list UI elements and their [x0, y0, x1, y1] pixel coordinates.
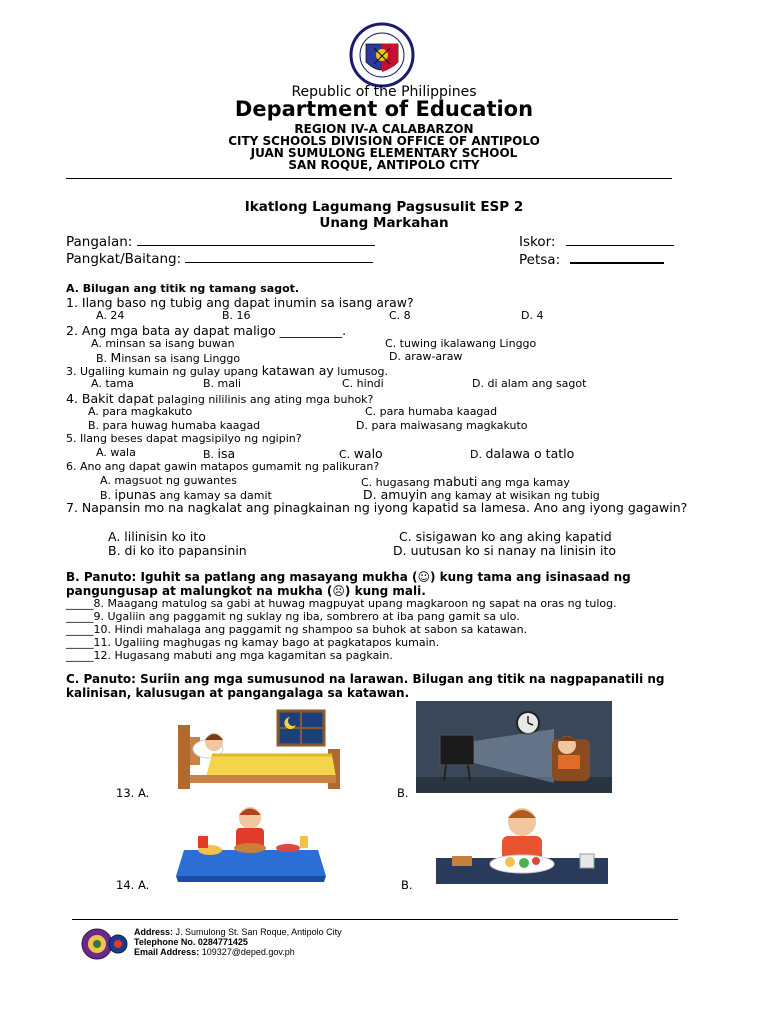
q7-option-a[interactable]: A. lilinisin ko ito — [108, 529, 206, 544]
q7-option-b[interactable]: B. di ko ito papansinin — [108, 543, 247, 558]
item-11[interactable]: _____11. Ugaliing maghugas ng kamay bago at pagkatapos kumain. — [66, 636, 440, 649]
score-field — [519, 233, 674, 250]
address-label: Address: — [134, 927, 174, 937]
region-line: REGION IV-A CALABARZON — [294, 122, 474, 136]
item-9[interactable]: _____9. Ugaliin ang paggamit ng suklay ng iba, sombrero at iba pang gamit sa ulo. — [66, 610, 520, 623]
grade-field — [66, 250, 373, 267]
q4-text-start: 4. Bakit dapat — [66, 391, 154, 406]
q4-text-end: palaging nililinis ang ating mga buhok? — [153, 393, 374, 406]
item-10[interactable]: _____10. Hindi mahalaga ang paggamit ng shampoo sa buhok at sabon sa katawan. — [66, 623, 528, 636]
q1-option-d[interactable]: D. 4 — [521, 309, 544, 322]
part-c-instruction: C. Panuto: Suriin ang mga sumusunod na larawan. Bilugan ang titik na nagpapanatili ng kalinisan, kalusugan at pangangalaga sa katawan. — [66, 672, 665, 700]
q3-option-c[interactable]: C. hindi — [342, 377, 384, 390]
address-value: J. Sumulong St. San Roque, Antipolo City — [173, 927, 342, 937]
item-12[interactable]: _____12. Hugasang mabuti ang mga kagamitan sa pagkain. — [66, 649, 393, 662]
q14-label-a: 14. A. — [116, 878, 150, 892]
q14-label-b: B. — [401, 878, 413, 892]
exam-title: Ikatlong Lagumang Pagsusulit ESP 2 — [244, 199, 524, 215]
q5-option-c[interactable] — [339, 446, 383, 461]
grade-blank[interactable] — [185, 250, 373, 263]
q2b-initial: M — [110, 350, 122, 365]
footer-phone: Telephone No. 0284771425 — [134, 937, 248, 947]
q6c-text-end: ang mga kamay — [477, 476, 570, 489]
q6-option-a[interactable]: A. magsuot ng guwantes — [100, 474, 237, 487]
q5d-text: dalawa o tatlo — [485, 446, 575, 461]
q6c-text-start: C. hugasang — [361, 476, 434, 489]
q7-option-d[interactable]: D. uutusan ko si nanay na linisin ito — [393, 543, 617, 558]
q6b-text-start: ipunas — [114, 487, 156, 502]
score-blank[interactable] — [566, 233, 674, 246]
name-label: Pangalan: — [66, 234, 133, 250]
score-label: Iskor: — [519, 234, 556, 250]
republic-line: Republic of the Philippines — [291, 84, 477, 100]
q3-text-end: lumusog. — [333, 365, 388, 378]
date-blank[interactable] — [570, 250, 664, 264]
picture-13b-boy-watching-tv[interactable] — [416, 701, 612, 793]
part-a-instruction: A. Bilugan ang titik ng tamang sagot. — [66, 282, 300, 295]
q5d-letter: D. — [470, 448, 486, 461]
q4-option-d[interactable]: D. para maiwasang magkakuto — [356, 419, 528, 432]
q6d-letter: D. — [363, 487, 381, 502]
q4-option-b[interactable]: B. para huwag humaba kaagad — [88, 419, 261, 432]
footer-email — [134, 947, 295, 957]
date-label: Petsa: — [519, 252, 561, 268]
department-title: Department of Education — [234, 97, 534, 121]
q5b-letter: B. — [203, 448, 218, 461]
picture-14a-boy-eating-junk-food[interactable] — [168, 800, 338, 890]
q3-option-b[interactable]: B. mali — [203, 377, 242, 390]
question-4 — [66, 391, 373, 406]
header-divider — [66, 178, 672, 179]
q1-option-a[interactable]: A. 24 — [96, 309, 125, 322]
q2b-letter: B. — [96, 352, 111, 365]
exam-subtitle: Unang Markahan — [319, 215, 449, 231]
school-logos — [80, 927, 128, 961]
q1-option-b[interactable]: B. 16 — [222, 309, 251, 322]
q3-text-start: 3. Ugaliing kumain ng gulay upang — [66, 365, 262, 378]
q3-option-a[interactable]: A. tama — [91, 377, 134, 390]
question-1: 1. Ilang baso ng tubig ang dapat inumin sa isang araw? — [66, 295, 414, 310]
picture-13a-child-sleeping[interactable] — [160, 697, 358, 797]
q13-label-b: B. — [397, 786, 409, 800]
location-line: SAN ROQUE, ANTIPOLO CITY — [288, 158, 480, 172]
q3-text-mid: katawan ay — [261, 363, 334, 378]
q1-option-c[interactable]: C. 8 — [389, 309, 411, 322]
footer-address — [134, 927, 342, 937]
q6b-text-end: ang kamay sa damit — [155, 489, 272, 502]
q6b-letter: B. — [100, 489, 115, 502]
footer-divider — [72, 919, 678, 920]
email-label: Email Address: — [134, 947, 200, 957]
part-b-instruction: B. Panuto: Iguhit sa patlang ang masayang mukha (☺) kung tama ang isinasaad ng pangungusap at malungkot na mukha (☹) kung mali. — [66, 570, 631, 598]
q13-label-a: 13. A. — [116, 786, 150, 800]
question-2: 2. Ang mga bata ay dapat maligo __________. — [66, 323, 347, 338]
picture-14b-boy-eating-healthy-meal[interactable] — [430, 800, 614, 888]
name-blank[interactable] — [137, 233, 375, 246]
question-3 — [66, 363, 388, 378]
q5c-text: walo — [353, 446, 383, 461]
q6c-text-mid: mabuti — [433, 474, 478, 489]
q3-option-d[interactable]: D. di alam ang sagot — [472, 377, 587, 390]
deped-seal — [336, 22, 428, 88]
email-value: 109327@deped.gov.ph — [199, 947, 295, 957]
question-6: 6. Ano ang dapat gawin matapos gumamit ng palikuran? — [66, 460, 380, 473]
school-line: JUAN SUMULONG ELEMENTARY SCHOOL — [250, 146, 518, 160]
q4-option-c[interactable]: C. para humaba kaagad — [365, 405, 498, 418]
q5-option-a[interactable]: A. wala — [96, 446, 136, 459]
item-8[interactable]: _____8. Maagang matulog sa gabi at huwag magpuyat upang magkaroon ng sapat na oras ng tulog. — [66, 597, 617, 610]
q7-option-c[interactable]: C. sisigawan ko ang aking kapatid — [399, 529, 612, 544]
q2b-text: insan sa isang Linggo — [121, 352, 241, 365]
q5b-text: isa — [217, 446, 236, 461]
question-5: 5. Ilang beses dapat magsipilyo ng ngipin? — [66, 432, 302, 445]
q6d-text-end: ang kamay at wisikan ng tubig — [427, 489, 600, 502]
q2-option-c[interactable]: C. tuwing ikalawang Linggo — [385, 337, 537, 350]
date-field — [519, 250, 664, 268]
q2-option-a[interactable]: A. minsan sa isang buwan — [91, 337, 235, 350]
q5c-letter: C. — [339, 448, 354, 461]
q5-option-b[interactable] — [203, 446, 235, 461]
q5-option-d[interactable] — [470, 446, 574, 461]
name-field — [66, 233, 375, 250]
question-7: 7. Napansin mo na nagkalat ang pinagkainan ng iyong kapatid sa lamesa. Ano ang iyong gagawin? — [66, 500, 688, 515]
q4-option-a[interactable]: A. para magkakuto — [88, 405, 193, 418]
q6d-text-start: amuyin — [380, 487, 428, 502]
grade-label: Pangkat/Baitang: — [66, 251, 182, 267]
division-line: CITY SCHOOLS DIVISION OFFICE OF ANTIPOLO — [228, 134, 540, 148]
q2-option-d[interactable]: D. araw-araw — [389, 350, 463, 363]
